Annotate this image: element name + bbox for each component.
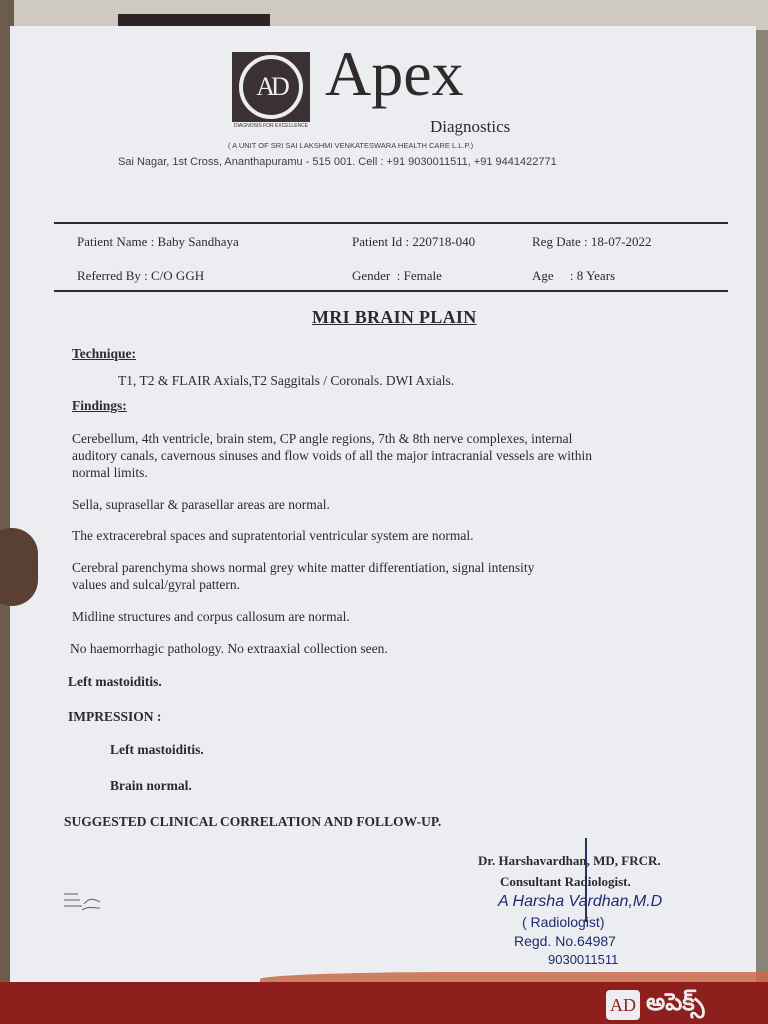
thumb [0, 528, 38, 606]
patient-name-field: Patient Name : Baby Sandhaya [77, 234, 239, 249]
suggestion-line: SUGGESTED CLINICAL CORRELATION AND FOLLOW-UP. [64, 814, 442, 829]
patient-id-field: Patient Id : 220718-040 [352, 234, 476, 249]
technique-heading: Technique: [72, 346, 137, 361]
reg-date-field: Reg Date : 18-07-2022 [532, 234, 652, 249]
technique-text: T1, T2 & FLAIR Axials,T2 Saggitals / Coronals. DWI Axials. [118, 373, 455, 388]
patient-id-label: Patient Id [352, 234, 403, 249]
doctor-role: Consultant Radiologist. [500, 874, 631, 889]
brand-name: Apex [325, 38, 464, 109]
findings-paragraph-3: The extracerebral spaces and supratentorial ventricular system are normal. [72, 528, 474, 543]
address-line: Sai Nagar, 1st Cross, Ananthapuramu - 515 001. Cell : +91 9030011511, +91 9441422771 [118, 156, 557, 168]
findings-paragraph-1: Cerebellum, 4th ventricle, brain stem, CP angle regions, 7th & 8th nerve complexes, internal auditory canals, cavernous sinuses and flow voids of all the major intracranial vessels are within normal limits. [72, 431, 592, 480]
age-label: Age [532, 268, 554, 283]
findings-conclusion: Left mastoiditis. [68, 674, 162, 689]
report-title: MRI BRAIN PLAIN [312, 307, 477, 327]
findings-heading: Findings: [72, 398, 127, 413]
gender-field: Gender : Female [352, 268, 442, 283]
gender-label: Gender [352, 268, 391, 283]
rule-top [54, 222, 728, 224]
typist-initials [62, 888, 102, 914]
unit-line: ( A UNIT OF SRI SAI LAKSHMI VENKATESWARA HEALTH CARE L.L.P.) [228, 141, 474, 150]
apex-logo [232, 52, 310, 122]
findings-paragraph-2: Sella, suprasellar & parasellar areas are normal. [72, 497, 330, 512]
logo-mark: AD [239, 55, 303, 119]
stamp-phone: 9030011511 [548, 952, 619, 967]
referred-label: Referred By [77, 268, 141, 283]
referred-value: C/O GGH [151, 268, 205, 283]
patient-name-label: Patient Name [77, 234, 148, 249]
reg-date-value: 18-07-2022 [590, 234, 652, 249]
rule-bottom [54, 290, 728, 292]
referred-field: Referred By : C/O GGH [77, 268, 205, 283]
impression-heading: IMPRESSION : [68, 709, 162, 724]
top-tape [118, 14, 270, 26]
age-value: 8 Years [576, 268, 616, 283]
stamp-registration: Regd. No.64987 [514, 933, 616, 949]
logo-tagline: DIAGNOSIS FOR EXCELLENCE [233, 123, 309, 129]
impression-item-1: Left mastoiditis. [110, 742, 204, 757]
age-field: Age : 8 Years [532, 268, 616, 283]
patient-name-value: Baby Sandhaya [157, 234, 239, 249]
findings-paragraph-5: Midline structures and corpus callosum are normal. [72, 609, 350, 624]
footer-logo: AD [606, 990, 640, 1020]
reg-date-label: Reg Date [532, 234, 581, 249]
stamp-name: A Harsha Vardhan,M.D [498, 893, 663, 910]
findings-paragraph-6: No haemorrhagic pathology. No extraaxial collection seen. [70, 641, 388, 656]
stamp-role: ( Radiologist) [522, 914, 605, 930]
findings-paragraph-4: Cerebral parenchyma shows normal grey white matter differentiation, signal intensity values and sulcal/gyral pattern. [72, 560, 535, 592]
doctor-name: Dr. Harshavardhan, MD, FRCR. [478, 853, 661, 868]
gender-value: Female [403, 268, 442, 283]
footer-brand-telugu: అపెక్స్ [646, 988, 705, 1016]
patient-id-value: 220718-040 [412, 234, 476, 249]
impression-item-2: Brain normal. [110, 778, 192, 793]
brand-sub: Diagnostics [430, 117, 511, 136]
